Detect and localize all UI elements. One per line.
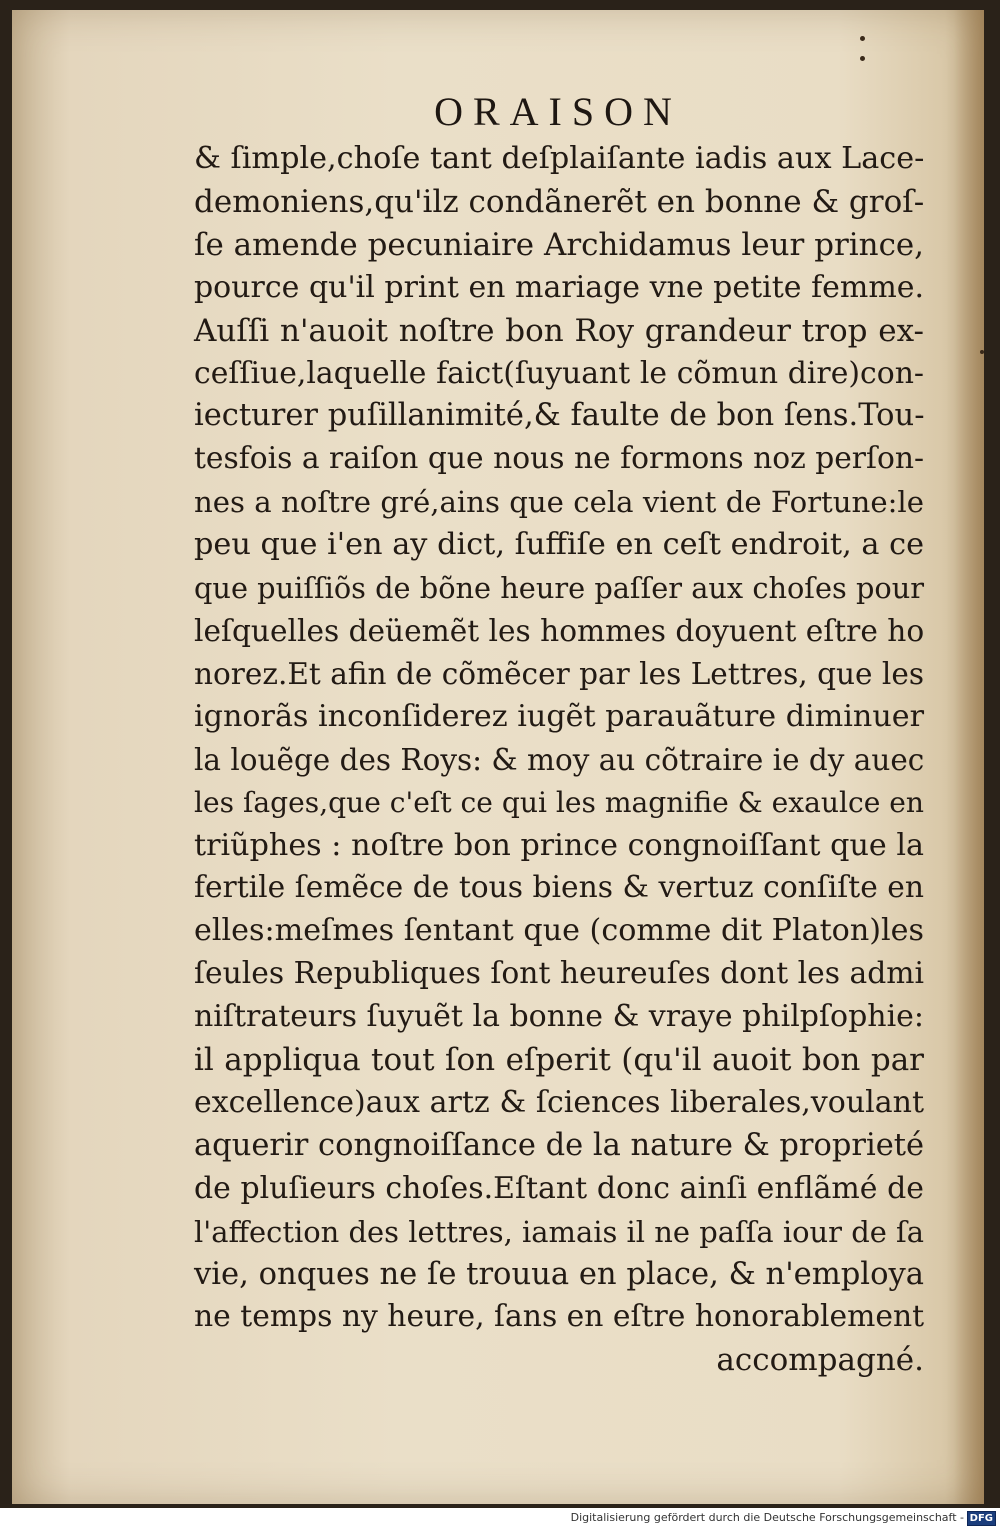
text-line: vie, onques ne ſe trouua en place, & n'employa <box>194 1256 924 1292</box>
text-line: ſe amende pecuniaire Archidamus leur prince, <box>194 226 924 263</box>
text-line: demoniens,qu'ilz condãnerẽt en bonne & groſ- <box>194 183 925 220</box>
text-line: iecturer puſillanimité,& faulte de bon ſens.Tou- <box>194 398 925 434</box>
text-line: niſtrateurs ſuyuẽt la bonne & vraye philpſophie: <box>194 999 924 1035</box>
text-line: pource qu'il print en mariage vne petite femme. <box>194 269 924 305</box>
funding-credit: Digitalisierung gefördert durch die Deutsche Forschungsgemeinschaft - <box>570 1511 964 1524</box>
text-line: norez.Et afin de cõmẽcer par les Lettres, que les <box>194 656 924 691</box>
text-line: aquerir congnoiſſance de la nature & proprieté <box>194 1127 925 1163</box>
text-line: triũphes : noſtre bon prince congnoiſſant que la <box>194 827 924 863</box>
text-line: il appliqua tout ſon eſperit (qu'il auoit bon par <box>194 1042 924 1079</box>
text-block <box>194 138 924 1382</box>
running-head: ORAISON <box>434 89 682 134</box>
text-line: excellence)aux artz & ſciences liberales,voulant <box>194 1084 924 1120</box>
text-line: l'affection des lettres, iamais il ne paſſa iour de ſa <box>194 1214 925 1249</box>
text-line: peu que i'en ay dict, ſuffiſe en ceſt endroit, a ce <box>194 527 925 563</box>
page-edge-shadow <box>954 10 984 1504</box>
text-line: ne temps ny heure, ſans en eſtre honorablement <box>194 1299 925 1335</box>
text-line: elles:meſmes ſentant que (comme dit Platon)les <box>194 913 924 949</box>
text-line: la louẽge des Roys: & moy au cõtraire ie dy auec <box>194 742 925 777</box>
text-line: & ſimple,choſe tant deſplaiſante iadis aux Lace- <box>194 141 925 176</box>
digitization-footer <box>0 1508 1000 1528</box>
text-line: nes a noſtre gré,ains que cela vient de Fortune:le <box>194 485 924 520</box>
ink-speck <box>860 36 865 41</box>
text-line: ſeules Republiques ſont heureuſes dont les admi <box>194 956 924 992</box>
text-line: ignorãs inconſiderez iugẽt parauãture diminuer <box>194 698 924 734</box>
text-line: de pluſieurs choſes.Eſtant donc ainſi enflãmé de <box>194 1170 924 1206</box>
text-line: Auſſi n'auoit noſtre bon Roy grandeur trop ex- <box>194 312 924 349</box>
text-line: leſquelles deüemẽt les hommes doyuent eſtre ho <box>194 613 925 648</box>
catchword-line: accompagné. <box>716 1342 924 1379</box>
text-line: tesfois a raiſon que nous ne formons noz perſon- <box>194 441 924 477</box>
text-line: fertile ſemẽce de tous biens & vertuz conſiſte en <box>194 870 924 906</box>
text-line: les ſages,que c'eſt ce qui les magnifie & exaulce en <box>194 785 925 819</box>
book-page <box>12 10 984 1504</box>
ink-speck <box>980 350 984 354</box>
dfg-logo: DFG <box>967 1511 996 1526</box>
ink-speck <box>860 56 865 61</box>
text-line: ceſſiue,laquelle faict(ſuyuant le cõmun dire)con- <box>194 355 924 391</box>
text-line: que puiſſiõs de bõne heure paſſer aux choſes pour <box>194 571 924 606</box>
